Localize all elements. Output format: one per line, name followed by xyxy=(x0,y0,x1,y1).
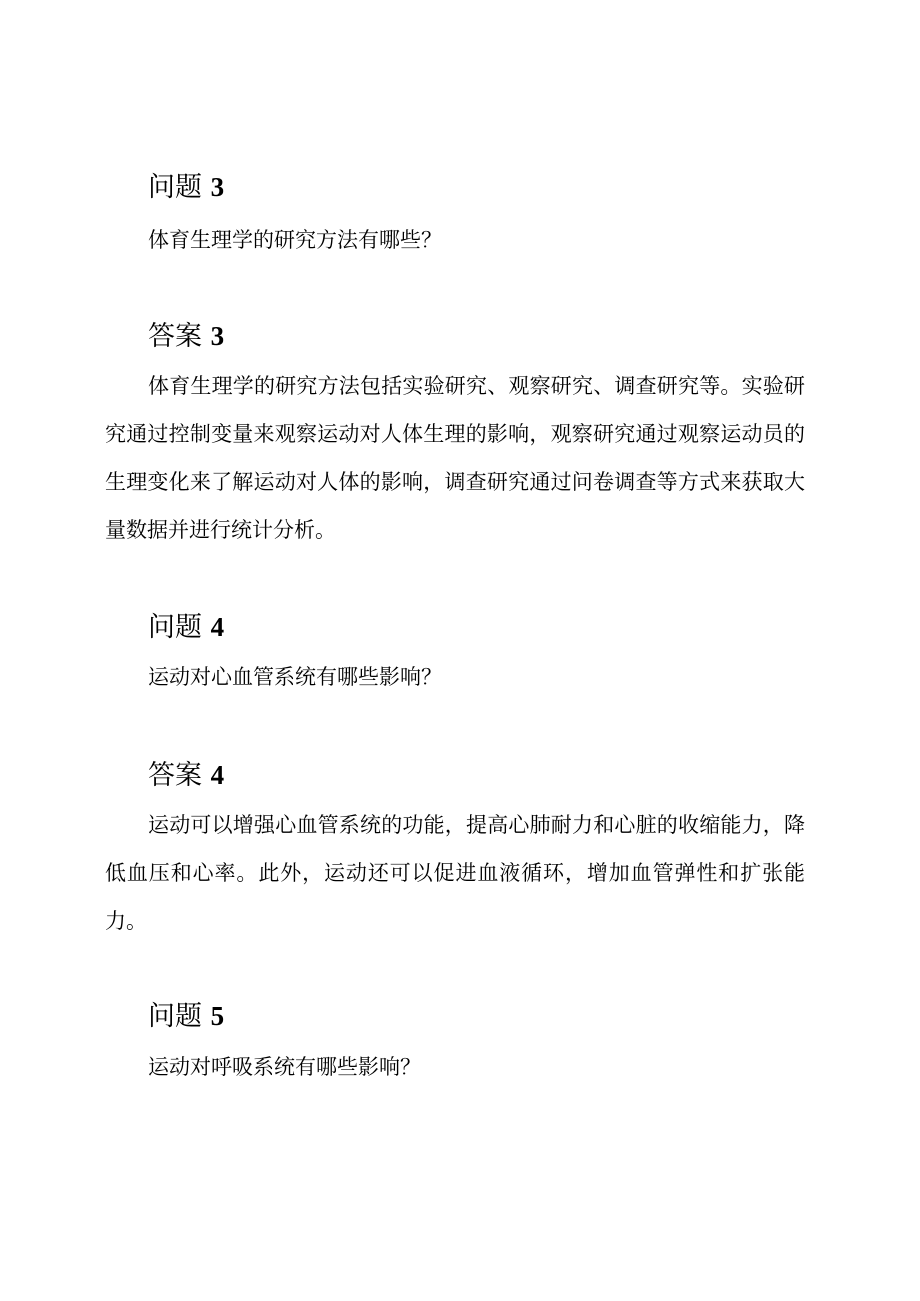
heading-label: 答案 xyxy=(148,321,202,352)
heading-number: 4 xyxy=(210,612,225,642)
heading-number: 5 xyxy=(210,1001,225,1031)
heading-label: 问题 xyxy=(148,1001,202,1032)
question-3-heading xyxy=(148,169,224,206)
heading-label: 问题 xyxy=(148,612,202,643)
heading-number: 4 xyxy=(210,760,225,790)
heading-number: 3 xyxy=(210,321,225,351)
answer-4-heading xyxy=(148,757,224,794)
question-5-text: 运动对呼吸系统有哪些影响？ xyxy=(148,1055,421,1079)
answer-3-text: 体育生理学的研究方法包括实验研究、观察研究、调查研究等。实验研究通过控制变量来观察运动对人体生理的影响，观察研究通过观察运动员的生理变化来了解运动对人体的影响，调查研究通过问卷调查等方式来获取大量数据并进行统计分析。 xyxy=(105,374,805,542)
question-4-heading xyxy=(148,609,224,646)
heading-label: 答案 xyxy=(148,760,202,791)
question-4-text: 运动对心血管系统有哪些影响？ xyxy=(148,665,442,689)
heading-label: 问题 xyxy=(148,172,202,203)
answer-3-heading xyxy=(148,318,224,355)
heading-number: 3 xyxy=(210,172,225,202)
question-5-heading xyxy=(148,998,224,1035)
answer-4-text: 运动可以增强心血管系统的功能，提高心肺耐力和心脏的收缩能力，降低血压和心率。此外，运动还可以促进血液循环，增加血管弹性和扩张能力。 xyxy=(105,813,805,933)
question-3-text: 体育生理学的研究方法有哪些？ xyxy=(148,228,442,252)
